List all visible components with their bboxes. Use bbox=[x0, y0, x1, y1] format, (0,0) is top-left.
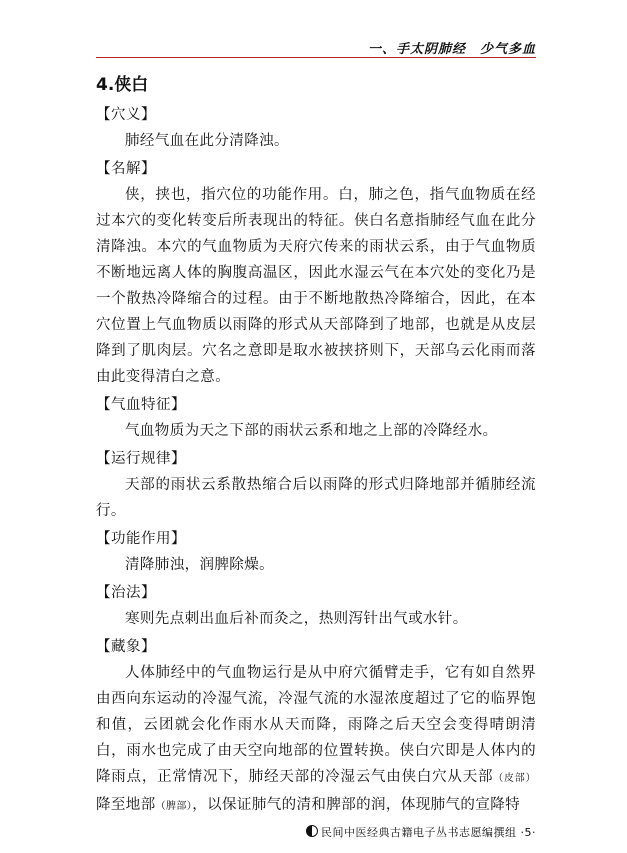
section-text-gongneng-zuoyong: 清降肺浊，润脾除燥。 bbox=[125, 557, 274, 573]
section-text-zangxiang bbox=[96, 660, 536, 820]
running-header: 一、手太阴肺经 少气多血 bbox=[367, 42, 536, 57]
section-text-yunxing-guilv: 天部的雨状云系散热缩合后以雨降的形式归降地部并循肺经流行。 bbox=[96, 477, 536, 519]
section-label-zangxiang: 【藏象】 bbox=[96, 639, 156, 655]
page-title: 4.侠白 bbox=[96, 75, 149, 95]
zangxiang-text-1: 人体肺经中的气血物运行是从中府穴循臂走手，它有如自然界由西向东运动的冷湿气流，冷湿气流的水湿浓度超过了它的临界饱和值，云团就会化作雨水从天而降，雨降之后天空会变得晴朗清白，雨水也完成了由天空向地部的位置转换。侠白穴即是人体内的降雨点，正常情况下，肺经天部的冷湿云气由侠白穴从天部 bbox=[96, 665, 536, 785]
section-text-xueyi: 肺经气血在此分清降浊。 bbox=[125, 133, 289, 149]
footer-text: 民间中医经典古籍电子丛书志愿编撰组 ·5· bbox=[321, 826, 536, 839]
section-label-mingjie: 【名解】 bbox=[96, 161, 156, 177]
section-label-zhifa: 【治法】 bbox=[96, 585, 156, 601]
page-footer bbox=[96, 824, 536, 840]
header-rule bbox=[96, 57, 536, 58]
section-label-qixue-tezheng: 【气血特征】 bbox=[96, 397, 186, 413]
zangxiang-note-pibu: （皮部） bbox=[493, 773, 536, 784]
yin-yang-logo-icon bbox=[306, 825, 318, 837]
section-label-xueyi: 【穴义】 bbox=[96, 107, 156, 123]
section-label-yunxing-guilv: 【运行规律】 bbox=[96, 451, 186, 467]
page-body bbox=[96, 72, 536, 822]
section-text-mingjie: 侠，挟也，指穴位的功能作用。白，肺之色，指气血物质在经过本穴的变化转变后所表现出的特征。侠白名意指肺经气血在此分清降浊。本穴的气血物质为天府穴传来的雨状云系，由于气血物质不断地远离人体的胸腹高温区，因此水湿云气在本穴处的变化乃是一个散热冷降缩合的过程。由于不断地散热冷降缩合，因此，在本穴位置上气血物质以雨降的形式从天部降到了地部，也就是从皮层降到了肌肉层。穴名之意即是取水被挟挤则下，天部乌云化雨而落由此变得清白之意。 bbox=[96, 187, 536, 385]
section-label-gongneng-zuoyong: 【功能作用】 bbox=[96, 531, 186, 547]
zangxiang-text-3: ，以保证肺气的清和脾部的润，体现肺气的宣降特 bbox=[192, 797, 521, 813]
section-text-qixue-tezheng: 气血物质为天之下部的雨状云系和地之上部的冷降经水。 bbox=[125, 423, 498, 439]
zangxiang-note-pibu-spleen: （脾部） bbox=[155, 801, 193, 812]
section-text-zhifa: 寒则先点刺出血后补而灸之，热则泻针出气或水针。 bbox=[125, 611, 468, 627]
zangxiang-text-2: 降至地部 bbox=[96, 797, 156, 813]
